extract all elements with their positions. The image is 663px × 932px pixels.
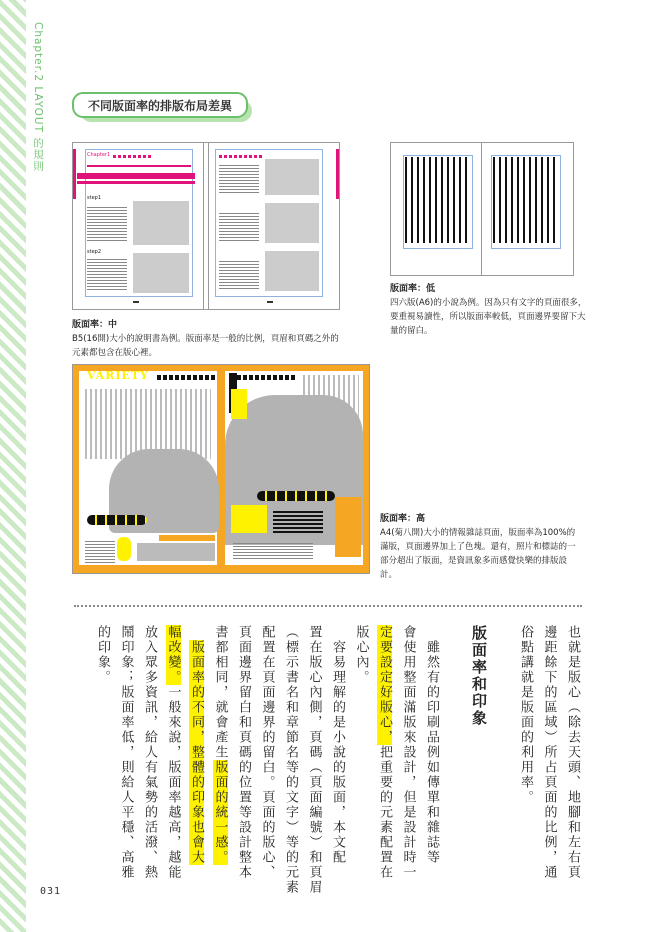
text-block bbox=[233, 543, 313, 561]
pink-dots bbox=[113, 155, 153, 158]
body-column: 書都相同，就會產生版面的統一感。 bbox=[212, 625, 228, 865]
chapter-label: Chapter.2 LAYOUT 的規則 bbox=[32, 22, 44, 172]
decorative-stripe bbox=[0, 0, 26, 932]
black-dots bbox=[237, 375, 297, 380]
yellow-box bbox=[231, 505, 267, 533]
gray-boxes bbox=[137, 543, 215, 561]
low-caption bbox=[390, 282, 590, 338]
body-column: 邊距餘下的區域）所占頁面的比例，通 bbox=[541, 625, 557, 880]
body-column: 版心內。 bbox=[353, 625, 369, 685]
text-block bbox=[219, 165, 259, 193]
divider bbox=[74, 605, 582, 607]
low-spread-figure bbox=[390, 142, 574, 276]
folio-mark bbox=[133, 301, 139, 303]
chapter-tag: Chapter1 bbox=[87, 152, 111, 158]
step1-label: step1 bbox=[87, 195, 101, 201]
medium-caption bbox=[72, 318, 342, 360]
body-column: 的印象。 bbox=[95, 625, 110, 685]
image-placeholder bbox=[265, 159, 319, 195]
black-dots bbox=[157, 375, 215, 380]
body-column: 幅改變。一般來說，版面率越高，越能 bbox=[165, 625, 181, 880]
yellow-black-dots bbox=[257, 491, 335, 501]
text-block bbox=[219, 261, 259, 289]
pink-band bbox=[77, 173, 195, 179]
pink-dots bbox=[219, 155, 263, 158]
body-column: （標示書名和章節名等的文字）等的元素 bbox=[283, 625, 298, 895]
body-column: 鬧印象；版面率低，則給人平穩、高雅 bbox=[118, 625, 134, 880]
high-label: 版面率：高 bbox=[380, 514, 426, 524]
low-text: 四六版(A6)的小說為例。因為只有文字的頁面很多，要重視易讀性，所以版面率較低，頁面邊界要留下大量的留白。 bbox=[390, 298, 587, 336]
pink-edge bbox=[73, 149, 76, 199]
spread-gutter bbox=[203, 143, 209, 309]
image-placeholder bbox=[265, 251, 319, 291]
high-caption bbox=[380, 512, 580, 582]
text-block bbox=[219, 213, 259, 241]
text-block bbox=[87, 207, 127, 243]
body-column: 雖然有的印刷品例如傳單和雜誌等 bbox=[424, 625, 439, 865]
body-column: 配置在頁面邊界的留白。頁面的版心、 bbox=[259, 625, 275, 880]
text-block bbox=[273, 511, 323, 533]
high-text: A4(菊八開)大小的情報雜誌頁面，版面率為100%的滿版，頁面邊界加上了色塊。還有，照片和標誌的一部分超出了版面，是資訊象多而感覺快樂的排版設計。 bbox=[380, 528, 576, 580]
text-block bbox=[85, 541, 115, 563]
text-block bbox=[87, 259, 127, 291]
page-number: 031 bbox=[40, 886, 62, 897]
spread-gutter bbox=[481, 143, 482, 275]
medium-text: B5(16開)大小的說明書為例。版面率是一般的比例，頁眉和頁碼之外的元素都包含在版心裡。 bbox=[72, 334, 339, 358]
folio-mark bbox=[267, 301, 273, 303]
yellow-black-dots bbox=[87, 515, 147, 525]
yellow-tab bbox=[231, 389, 247, 419]
pink-edge bbox=[336, 149, 339, 199]
yellow-cylinder bbox=[117, 537, 131, 561]
medium-label: 版面率：中 bbox=[72, 320, 118, 330]
pink-band bbox=[77, 181, 195, 184]
spread-gutter bbox=[219, 365, 223, 573]
orange-block bbox=[335, 497, 361, 557]
body-column: 版面率的不同，整體的印象也會大 bbox=[189, 640, 204, 865]
step2-label: step2 bbox=[87, 249, 101, 255]
body-column: 俗點講就是版面的利用率。 bbox=[518, 625, 533, 805]
low-label: 版面率：低 bbox=[390, 284, 436, 294]
body-column: 放入眾多資訊，給人有氣勢的活潑、熱 bbox=[142, 625, 157, 880]
body-column: 會使用整面滿版來設計，但是設計時一 bbox=[400, 625, 416, 880]
body-column: 也就是版心（除去天頭、地腳和左右頁 bbox=[565, 625, 580, 880]
variety-logo: VARIETY bbox=[87, 369, 149, 382]
medium-spread-figure bbox=[72, 142, 340, 310]
pink-rule bbox=[87, 165, 191, 167]
body-column: 容易理解的是小說的版面，本文配 bbox=[330, 625, 345, 865]
vertical-text-block bbox=[405, 157, 469, 243]
image-placeholder bbox=[133, 201, 189, 245]
vertical-text-block bbox=[493, 157, 557, 243]
section-title: 不同版面率的排版布局差異 bbox=[87, 99, 232, 113]
image-placeholder bbox=[265, 203, 319, 243]
section-title-badge bbox=[72, 92, 248, 118]
section-heading: 版面率和印象 bbox=[470, 625, 488, 727]
image-placeholder bbox=[133, 253, 189, 293]
body-column: 置在版心內側，頁碼（頁面編號）和頁眉 bbox=[306, 625, 322, 895]
orange-bar bbox=[159, 535, 215, 541]
high-spread-figure bbox=[72, 364, 370, 574]
body-column: 定要設定好版心，把重要的元素配置在 bbox=[377, 625, 392, 880]
body-column: 頁面邊界留白和頁碼的位置等設計整本 bbox=[236, 625, 251, 880]
